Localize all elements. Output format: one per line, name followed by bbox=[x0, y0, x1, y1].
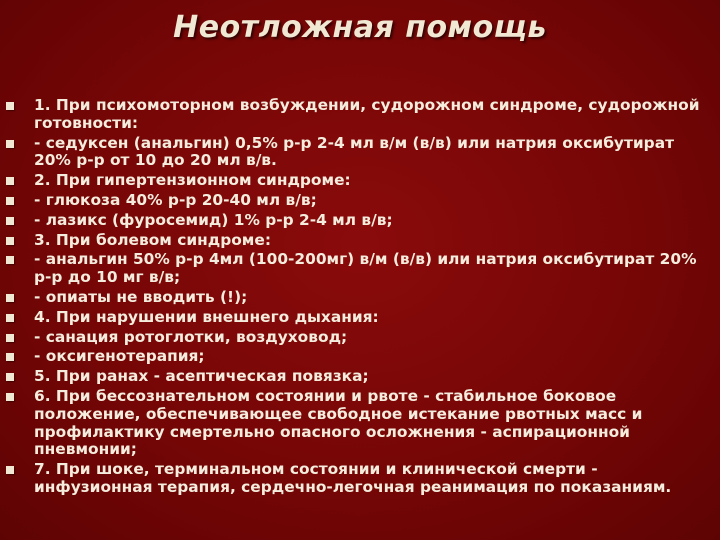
list-item bbox=[0, 135, 720, 171]
list-item-text: - глюкоза 40% р-р 20-40 мл в/в; bbox=[34, 190, 317, 209]
square-bullet-icon bbox=[6, 217, 14, 225]
list-item bbox=[0, 329, 720, 347]
list-item bbox=[0, 192, 720, 210]
list-item-text: 6. При бессознательном состоянии и рвоте - стабильное боковое положение, обеспечивающее свободное истекание рвотных масс и профилактику смертельно опасного осложнения - аспирационной пневмонии; bbox=[34, 386, 643, 459]
square-bullet-icon bbox=[6, 466, 14, 474]
square-bullet-icon bbox=[6, 256, 14, 264]
square-bullet-icon bbox=[6, 334, 14, 342]
list-item bbox=[0, 97, 720, 133]
list-item bbox=[0, 388, 720, 459]
list-item-text: - лазикс (фуросемид) 1% р-р 2-4 мл в/в; bbox=[34, 210, 393, 229]
list-item-text: - опиаты не вводить (!); bbox=[34, 287, 248, 306]
list-item-text: 1. При психомоторном возбуждении, судорожном синдроме, судорожной готовности: bbox=[34, 96, 700, 132]
square-bullet-icon bbox=[6, 393, 14, 401]
list-item bbox=[0, 348, 720, 366]
list-item-text: 7. При шоке, терминальном состоянии и клинической смерти - инфузионная терапия, сердечно-легочная реанимация по показаниям. bbox=[34, 460, 672, 496]
list-item-text: 2. При гипертензионном синдроме: bbox=[34, 171, 351, 190]
list-item-text: - анальгин 50% р-р 4мл (100-200мг) в/м (в/в) или натрия оксибутират 20% р-р до 10 мг в/в; bbox=[34, 250, 697, 287]
list-item bbox=[0, 212, 720, 230]
bullet-list bbox=[0, 97, 720, 499]
list-item-text: 4. При нарушении внешнего дыхания: bbox=[34, 307, 379, 326]
list-item-text: 3. При болевом синдроме: bbox=[34, 230, 271, 249]
list-item bbox=[0, 309, 720, 327]
square-bullet-icon bbox=[6, 353, 14, 361]
list-item bbox=[0, 251, 720, 287]
list-item-text: - санация ротоглотки, воздуховод; bbox=[34, 327, 348, 346]
list-item-text: - оксигенотерапия; bbox=[34, 347, 205, 366]
list-item bbox=[0, 289, 720, 307]
square-bullet-icon bbox=[6, 197, 14, 205]
list-item bbox=[0, 461, 720, 497]
square-bullet-icon bbox=[6, 373, 14, 381]
square-bullet-icon bbox=[6, 294, 14, 302]
square-bullet-icon bbox=[6, 314, 14, 322]
square-bullet-icon bbox=[6, 102, 14, 110]
list-item bbox=[0, 232, 720, 250]
list-item bbox=[0, 172, 720, 190]
list-item bbox=[0, 368, 720, 386]
square-bullet-icon bbox=[6, 237, 14, 245]
list-item-text: - седуксен (анальгин) 0,5% р-р 2-4 мл в/м (в/в) или натрия оксибутират 20% р-р от 10 до 20 мл в/в. bbox=[34, 133, 674, 170]
list-item-text: 5. При ранах - асептическая повязка; bbox=[34, 367, 369, 386]
slide-title: Неотложная помощь bbox=[173, 10, 547, 45]
square-bullet-icon bbox=[6, 140, 14, 148]
square-bullet-icon bbox=[6, 177, 14, 185]
